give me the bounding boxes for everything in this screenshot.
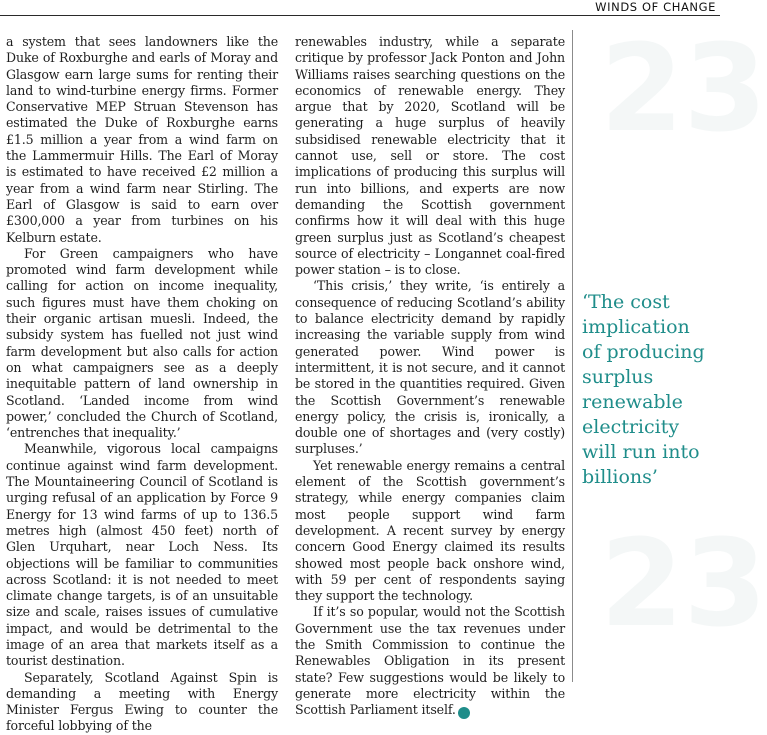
- pull-quote-line: surplus: [582, 366, 654, 388]
- section-title: WINDS OF CHANGE: [595, 0, 716, 14]
- paragraph: Meanwhile, vigorous local campaigns continue against wind farm development. The Mountaineering Council of Scotland is urging refusal of an application by Force 9 Energy for 13 wind farms of up to 136.5 metres high (almost 450 feet) north of Glen Urquhart, near Loch Ness. Its objections will be familiar to communities across Scotland: it is not needed to meet climate change targets, is of an unsuitable size and scale, raises issues of cumulative impact, and would be detrimental to the image of an area that markets itself as a tourist destination.: [6, 441, 278, 669]
- ghost-page-number-bottom: 23: [600, 515, 767, 654]
- top-rule: [0, 15, 720, 16]
- pull-quote-line: electricity: [582, 416, 680, 438]
- paragraph: renewables industry, while a separate critique by professor Jack Ponton and John Williams raises searching questions on the economics of renewable energy. They argue that by 2020, Scotland will be generating a huge surplus of heavily subsidised renewable electricity that it cannot use, sell or store. The cost implications of producing this surplus will run into billions, and experts are now demanding the Scottish government confirms how it will deal with this huge green surplus just as Scotland’s cheapest source of electricity – Longannet coal-fired power station – is to close.: [295, 34, 565, 278]
- article-column-2: [295, 34, 565, 719]
- paragraph: For Green campaigners who have promoted wind farm development while calling for action on income inequality, such figures must have them choking on their organic artisan muesli. Indeed, the subsidy system has fuelled not just wind farm development but also calls for action on what campaigners see as a deeply inequitable pattern of land ownership in Scotland. ‘Landed income from wind power,’ concluded the Church of Scotland, ‘entrenches that inequality.’: [6, 245, 278, 441]
- paragraph: Yet renewable energy remains a central element of the Scottish government’s strategy, while energy companies claim most people support wind farm development. A recent survey by energy concern Good Energy claimed its results showed most people back onshore wind, with 59 per cent of respondents saying they support the technology.: [295, 457, 565, 604]
- article-column-1: [6, 34, 278, 735]
- pull-quote-line: renewable: [582, 391, 683, 413]
- ghost-page-number-top: 23: [600, 20, 767, 159]
- paragraph: ‘This crisis,’ they write, ‘is entirely a consequence of reducing Scotland’s ability to balance electricity demand by rapidly increasing the variable supply from wind generated power. Wind power is intermittent, it is not secure, and it cannot be stored in the quantities required. Given the Scottish Government’s renewable energy policy, the crisis is, ironically, a double one of shortages and (very costly) surpluses.’: [295, 278, 565, 457]
- paragraph-final-text: If it’s so popular, would not the Scottish Government use the tax revenues under the Smith Commission to continue the Renewables Obligation in its present state? Few suggestions would be likely to generate more electricity within the Scottish Parliament itself.: [295, 604, 565, 718]
- pull-quote-line: implication: [582, 316, 690, 338]
- pull-quote: [582, 290, 717, 490]
- end-mark-icon: S: [458, 707, 470, 719]
- paragraph: Separately, Scotland Against Spin is demanding a meeting with Energy Minister Fergus Ewing to counter the forceful lobbying of the: [6, 669, 278, 734]
- pull-quote-line: will run into: [582, 441, 700, 463]
- paragraph-final: [295, 604, 565, 719]
- pull-quote-line: of producing: [582, 341, 705, 363]
- pull-quote-line: billions’: [582, 466, 658, 488]
- paragraph: a system that sees landowners like the Duke of Roxburghe and earls of Moray and Glasgow earn large sums for renting their land to wind-turbine energy firms. Former Conservative MEP Struan Stevenson has estimated the Duke of Roxburghe earns £1.5 million a year from a wind farm on the Lammermuir Hills. The Earl of Moray is estimated to have received £2 million a year from a wind farm near Stirling. The Earl of Glasgow is said to earn over £300,000 a year from turbines on his Kelburn estate.: [6, 34, 278, 245]
- pull-quote-line: ‘The cost: [582, 291, 670, 313]
- column-divider: [572, 30, 573, 682]
